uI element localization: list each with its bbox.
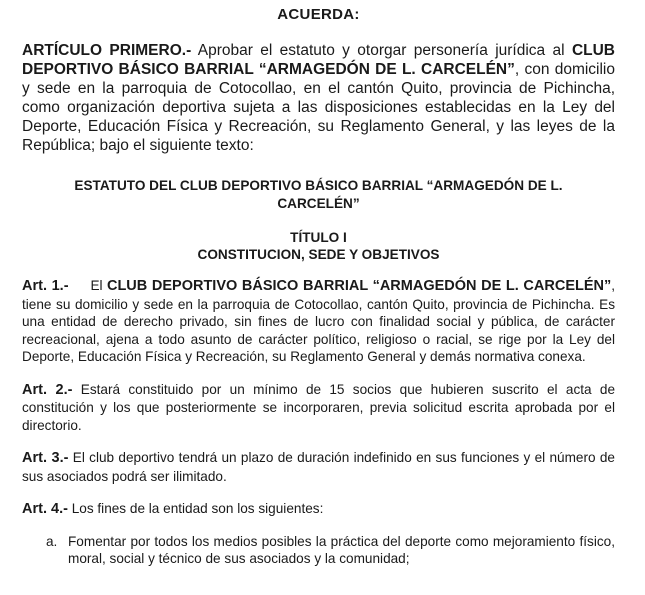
article-3-text: El club deportivo tendrá un plazo de duración indefinido en sus funciones y el número de sus asociados podrá ser ilimitado.: [22, 450, 615, 484]
titulo-heading: [22, 229, 615, 263]
list-item-marker: a.: [46, 533, 58, 549]
article-4-text: Los fines de la entidad son los siguientes:: [67, 501, 324, 516]
titulo-number: TÍTULO I: [290, 230, 347, 245]
acuerda-heading: ACUERDA:: [277, 6, 360, 23]
list-item: [22, 533, 615, 568]
article-1-text-1: El: [68, 278, 107, 293]
articulo-primero-paragraph: [22, 41, 615, 155]
article-2-text: Estará constituido por un mínimo de 15 socios que hubieren suscrito el acta de constitución y los que posteriormente se incorporaren, previa solicitud escrita aprobada por el directorio.: [22, 381, 616, 433]
articulo-primero-label: ARTÍCULO PRIMERO.-: [22, 42, 192, 59]
article-1-text-2: , tiene su domicilio y sede en la parroquia de Cotocollao, cantón Quito, provincia de Pichincha. Es una entidad de derecho privado, sin fines de lucro con finalidad social y pública, de carácter recreacional, ajena a todo asunto de carácter político, religioso o racial, se rige por la Ley del Deporte, Educación Física y Recreación, su Reglamento General y demás normativa conexa.: [22, 278, 616, 364]
article-2-label: Art. 2.-: [22, 381, 73, 398]
article-1-club-name: CLUB DEPORTIVO BÁSICO BARRIAL “ARMAGEDÓN DE L. CARCELÉN”: [106, 278, 612, 294]
article-3-label: Art. 3.-: [22, 450, 69, 466]
articulo-primero-text-1: Aprobar el estatuto y otorgar personería jurídica al: [191, 42, 572, 59]
article-1: [22, 277, 615, 366]
estatuto-title: ESTATUTO DEL CLUB DEPORTIVO BÁSICO BARRIAL “ARMAGEDÓN DE L. CARCELÉN”: [74, 178, 563, 211]
article-4-label: Art. 4.-: [22, 501, 68, 517]
articulo-primero-text-2: , con domicilio y sede en la parroquia de Cotocollao, en el cantón Quito, provincia de Pichincha, como organización deportiva sujeta a las disposiciones establecidas en la Ley del Deporte, Educación Física y Recreación, su Reglamento General, y las leyes de la República; bajo el siguiente texto:: [22, 61, 615, 154]
club-name: CLUB DEPORTIVO BÁSICO BARRIAL “ARMAGEDÓN DE L. CARCELÉN”: [22, 42, 616, 78]
titulo-name: CONSTITUCION, SEDE Y OBJETIVOS: [197, 247, 440, 262]
article-4: [22, 500, 615, 519]
article-1-label: Art. 1.-: [22, 278, 69, 294]
article-2: [22, 381, 615, 435]
list-item-text: Fomentar por todos los medios posibles la práctica del deporte como mejoramiento físico, moral, social y técnico de sus asociados y la comunidad;: [68, 533, 615, 566]
article-3: [22, 449, 615, 485]
